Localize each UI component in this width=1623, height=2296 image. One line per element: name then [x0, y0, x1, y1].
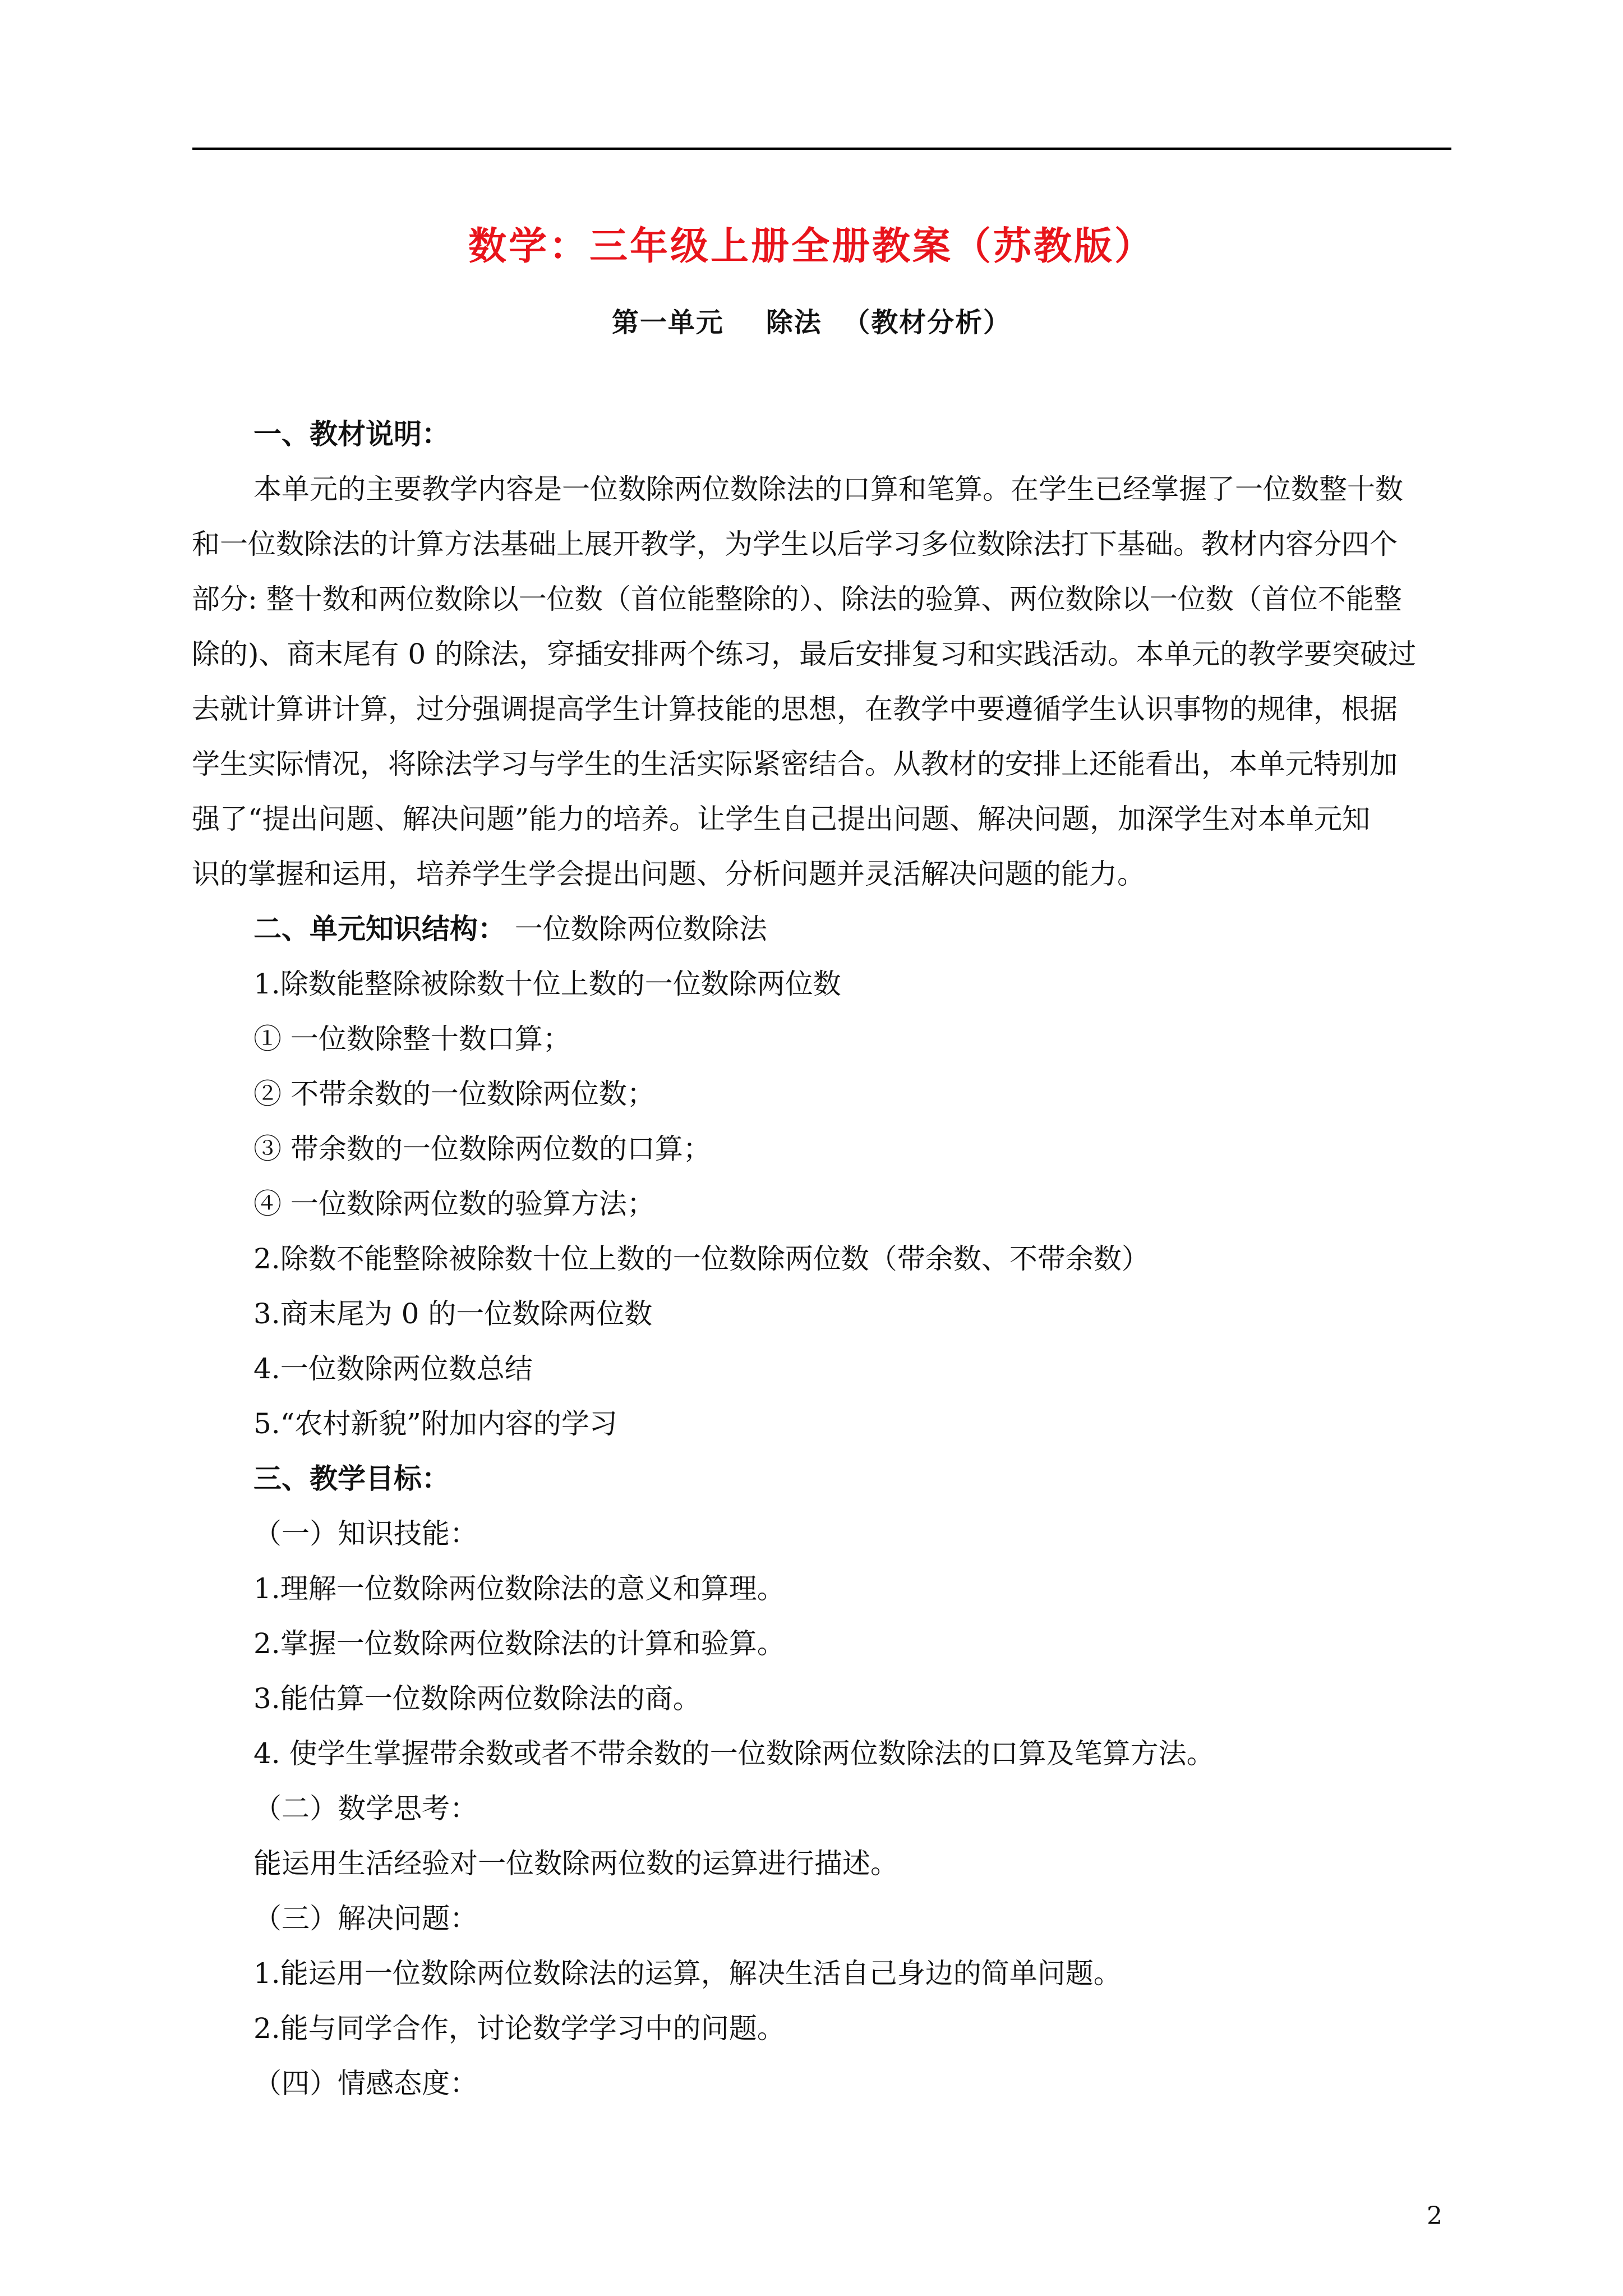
section-heading-2-label: 二、单元知识结构：	[253, 912, 506, 945]
list-item: （二）数学思考：	[253, 1792, 478, 1825]
paragraph-line: 去就计算讲计算，过分强调提高学生计算技能的思想，在教学中要遵循学生认识事物的规律，根据	[192, 693, 1398, 725]
list-item: ② 不带余数的一位数除两位数；	[253, 1078, 655, 1110]
list-item: 能运用生活经验对一位数除两位数的运算进行描述。	[253, 1847, 898, 1880]
section-heading-2	[253, 901, 1454, 956]
page-number: 2	[1427, 2202, 1442, 2230]
paragraph-line: 学生实际情况，将除法学习与学生的生活实际紧密结合。从教材的安排上还能看出，本单元特别加	[192, 748, 1398, 780]
list-item: 3.商末尾为 0 的一位数除两位数	[253, 1297, 653, 1330]
document-subtitle: 第一单元 除法 （教材分析）	[611, 307, 1012, 338]
paragraph-line: 和一位数除法的计算方法基础上展开教学，为学生以后学习多位数除法打下基础。教材内容分四个	[192, 528, 1398, 560]
section-heading-2-topic: 一位数除两位数除法	[506, 913, 767, 945]
list-item: 2.掌握一位数除两位数除法的计算和验算。	[253, 1627, 785, 1660]
header-rule	[192, 148, 1451, 150]
section-1-paragraph	[192, 462, 1454, 901]
section-heading-3: 三、教学目标：	[253, 1462, 450, 1495]
list-item: 5.“农村新貌”附加内容的学习	[253, 1407, 617, 1440]
list-item: 1.能运用一位数除两位数除法的运算，解决生活自己身边的简单问题。	[253, 1957, 1122, 1990]
list-item: 2.除数不能整除被除数十位上数的一位数除两位数（带余数、不带余数）	[253, 1243, 1150, 1275]
paragraph-line: 部分: 整十数和两位数除以一位数（首位能整除的）、除法的验算、两位数除以一位数（首位不能整	[192, 583, 1402, 615]
list-item: 4.一位数除两位数总结	[253, 1352, 533, 1385]
list-item: 2.能与同学合作，讨论数学学习中的问题。	[253, 2012, 785, 2045]
paragraph-line: 本单元的主要教学内容是一位数除两位数除法的口算和笔算。在学生已经掌握了一位数整十数	[253, 473, 1403, 505]
list-item: ③ 带余数的一位数除两位数的口算；	[253, 1133, 711, 1165]
document-body	[192, 407, 1454, 2111]
list-item: （三）解决问题：	[253, 1902, 478, 1935]
document-title: 数学：三年级上册全册教案（苏教版）	[468, 224, 1155, 269]
list-item: ④ 一位数除两位数的验算方法；	[253, 1188, 655, 1220]
paragraph-line: 除的)、商末尾有 0 的除法，穿插安排两个练习，最后安排复习和实践活动。本单元的教学要突破过	[192, 638, 1417, 670]
list-item: 4. 使学生掌握带余数或者不带余数的一位数除两位数除法的口算及笔算方法。	[253, 1737, 1215, 1770]
section-heading-1: 一、教材说明：	[253, 417, 450, 450]
list-item: （一）知识技能：	[253, 1517, 478, 1550]
list-item: （四）情感态度：	[253, 2067, 478, 2100]
paragraph-line: 强了“提出问题、解决问题”能力的培养。让学生自己提出问题、解决问题，加深学生对本单元知	[192, 803, 1371, 835]
list-item: ① 一位数除整十数口算；	[253, 1023, 571, 1055]
paragraph-line: 识的掌握和运用，培养学生学会提出问题、分析问题并灵活解决问题的能力。	[192, 858, 1145, 890]
list-item: 1.理解一位数除两位数除法的意义和算理。	[253, 1572, 785, 1605]
list-item: 1.除数能整除被除数十位上数的一位数除两位数	[253, 968, 841, 1000]
list-item: 3.能估算一位数除两位数除法的商。	[253, 1682, 701, 1715]
